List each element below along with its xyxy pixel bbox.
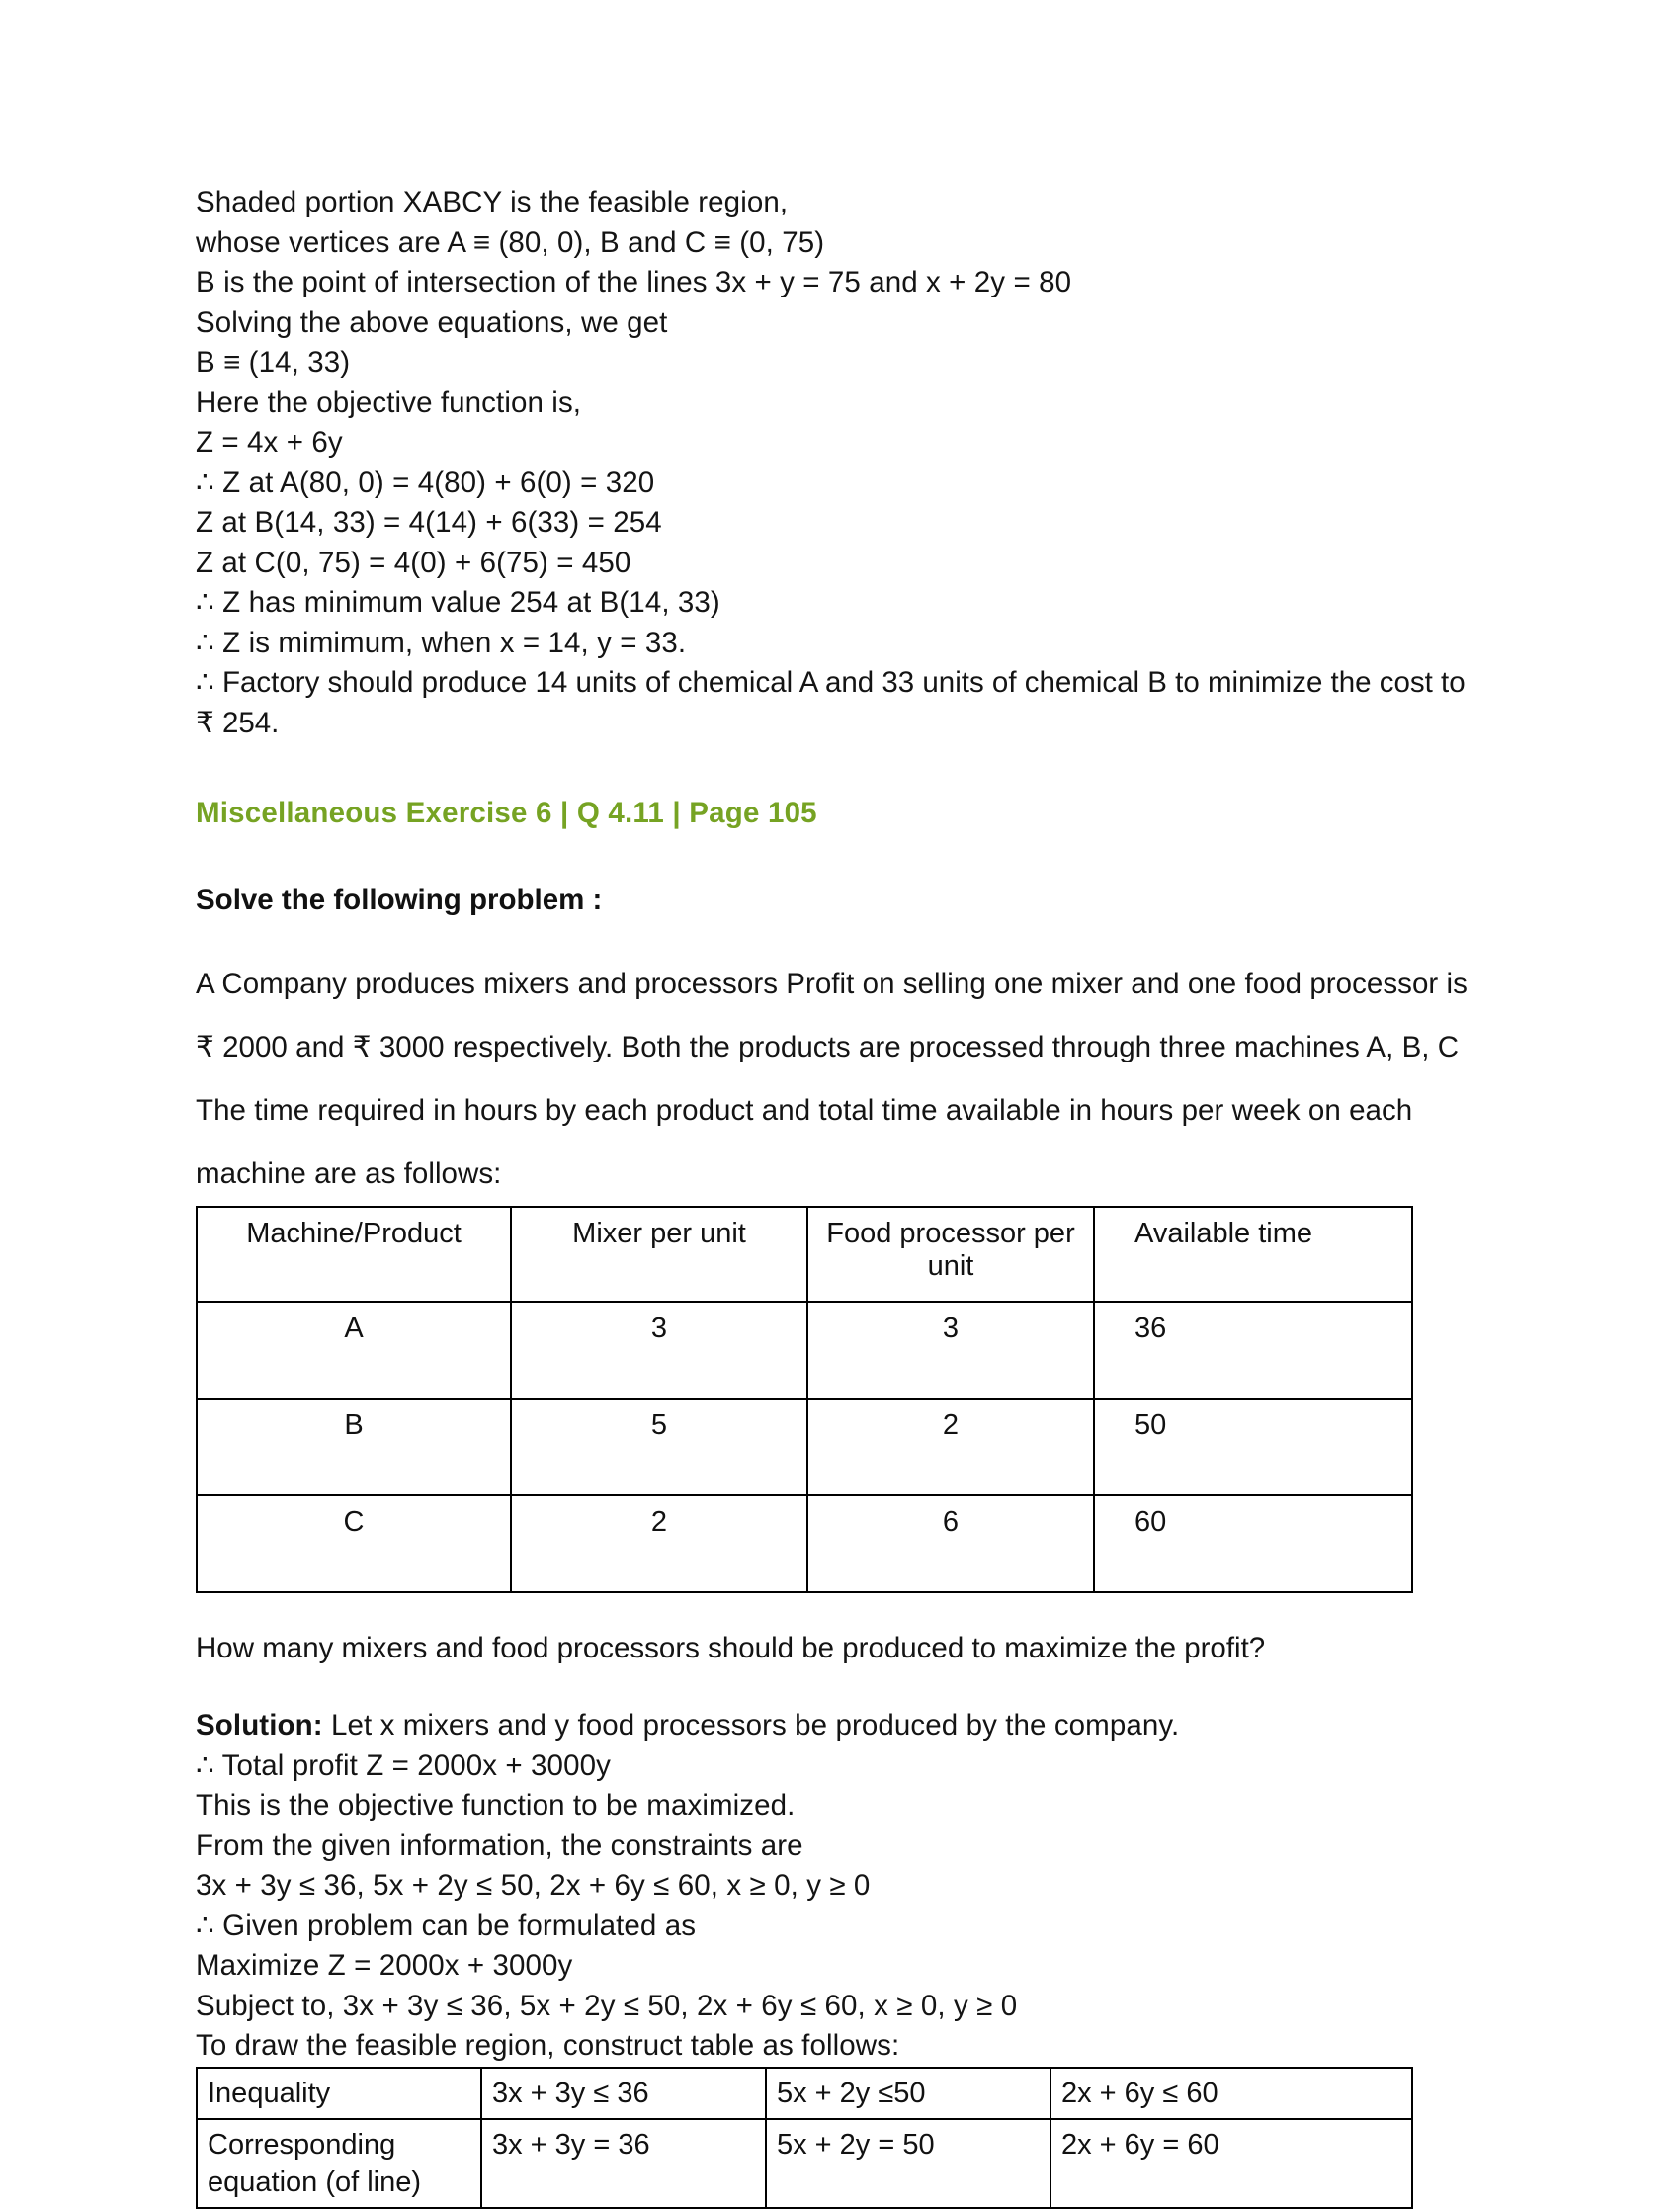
solution-line: ∴ Z at A(80, 0) = 4(80) + 6(0) = 320 xyxy=(196,466,655,499)
cell-machine: B xyxy=(197,1399,511,1495)
solution-line: To draw the feasible region, construct table as follows: xyxy=(196,2029,900,2062)
cell-inequality-2: 5x + 2y ≤50 xyxy=(766,2068,1050,2119)
solution-intro-text: Let x mixers and y food processors be produced by the company. xyxy=(322,1709,1180,1742)
solution-line: whose vertices are A ≡ (80, 0), B and C ≡ (0, 75) xyxy=(196,225,825,259)
cell-mixer: 3 xyxy=(511,1302,807,1399)
solution-line: ∴ Z is mimimum, when x = 14, y = 33. xyxy=(196,626,687,659)
solution-line: ∴ Given problem can be formulated as xyxy=(196,1909,697,1942)
solution-line: Solving the above equations, we get xyxy=(196,305,668,339)
cell-available-time: 36 xyxy=(1094,1302,1412,1399)
solution-line: From the given information, the constraints are xyxy=(196,1828,803,1862)
table-header-row xyxy=(197,1207,1412,1302)
solution-line: B is the point of intersection of the lines 3x + y = 75 and x + 2y = 80 xyxy=(196,266,1072,298)
exercise-heading[interactable]: Miscellaneous Exercise 6 | Q 4.11 | Page 105 xyxy=(196,797,817,829)
solve-problem-heading: Solve the following problem : xyxy=(196,884,603,916)
cell-inequality-1: 3x + 3y ≤ 36 xyxy=(481,2068,766,2119)
cell-equation-label xyxy=(197,2119,481,2208)
solution-line: Z = 4x + 6y xyxy=(196,426,343,459)
cell-food-processor: 6 xyxy=(807,1495,1094,1592)
solution-line: ∴ Z has minimum value 254 at B(14, 33) xyxy=(196,586,720,619)
solution-label: Solution: xyxy=(196,1709,323,1742)
table-row xyxy=(197,1495,1412,1592)
cell-available-time: 60 xyxy=(1094,1495,1412,1592)
solution-line: Z at B(14, 33) = 4(14) + 6(33) = 254 xyxy=(196,506,662,539)
column-header-mixer-per-unit: Mixer per unit xyxy=(511,1207,807,1302)
cell-equation-1: 3x + 3y = 36 xyxy=(481,2119,766,2208)
table-row xyxy=(197,2068,1412,2119)
cell-food-processor: 2 xyxy=(807,1399,1094,1495)
solution-intro-line xyxy=(196,1706,1482,1746)
column-header-available-time: Available time xyxy=(1094,1207,1412,1302)
column-header-food-processor-per-unit: Food processor per unit xyxy=(807,1207,1094,1302)
solution-line: Subject to, 3x + 3y ≤ 36, 5x + 2y ≤ 50, 2x + 6y ≤ 60, x ≥ 0, y ≥ 0 xyxy=(196,1989,1018,2022)
cell-inequality-3: 2x + 6y ≤ 60 xyxy=(1050,2068,1412,2119)
cell-machine: C xyxy=(197,1495,511,1592)
solution-line: Shaded portion XABCY is the feasible region, xyxy=(196,186,789,218)
solution-line: Z at C(0, 75) = 4(0) + 6(75) = 450 xyxy=(196,546,631,579)
equation-label-line-2: equation (of line) xyxy=(208,2166,422,2198)
cell-equation-3: 2x + 6y = 60 xyxy=(1050,2119,1412,2208)
solution-conclusion: ∴ Factory should produce 14 units of chemical A and 33 units of chemical B to minimize the cost to ₹ 254. xyxy=(196,666,1466,739)
table-row xyxy=(197,1302,1412,1399)
cell-inequality-label: Inequality xyxy=(197,2068,481,2119)
solution-block xyxy=(196,1706,1482,2067)
solution-line: 3x + 3y ≤ 36, 5x + 2y ≤ 50, 2x + 6y ≤ 60, x ≥ 0, y ≥ 0 xyxy=(196,1869,871,1902)
machine-product-table xyxy=(196,1206,1413,1593)
question-follow-up: How many mixers and food processors should be produced to maximize the profit? xyxy=(196,1632,1266,1664)
solution-line: Maximize Z = 2000x + 3000y xyxy=(196,1949,573,1982)
solution-line: Here the objective function is, xyxy=(196,385,582,419)
question-paragraph: A Company produces mixers and processors Profit on selling one mixer and one food processor is ₹ 2000 and ₹ 3000 respectively. Both the products are processed through three machines A, B, C The time required in hours by each product and total time available in hours per week on each machine are as follows: xyxy=(196,968,1468,1190)
solution-line: This is the objective function to be maximized. xyxy=(196,1789,796,1822)
solution-line: B ≡ (14, 33) xyxy=(196,346,351,379)
cell-available-time: 50 xyxy=(1094,1399,1412,1495)
equation-label-line-1: Corresponding xyxy=(208,2128,396,2161)
column-header-machine-product: Machine/Product xyxy=(197,1207,511,1302)
solution-line: ∴ Total profit Z = 2000x + 3000y xyxy=(196,1748,611,1782)
table-row xyxy=(197,2119,1412,2208)
inequality-table xyxy=(196,2067,1413,2209)
cell-food-processor: 3 xyxy=(807,1302,1094,1399)
table-row xyxy=(197,1399,1412,1495)
cell-machine: A xyxy=(197,1302,511,1399)
cell-mixer: 5 xyxy=(511,1399,807,1495)
previous-solution-block xyxy=(196,183,1482,743)
cell-equation-2: 5x + 2y = 50 xyxy=(766,2119,1050,2208)
cell-mixer: 2 xyxy=(511,1495,807,1592)
